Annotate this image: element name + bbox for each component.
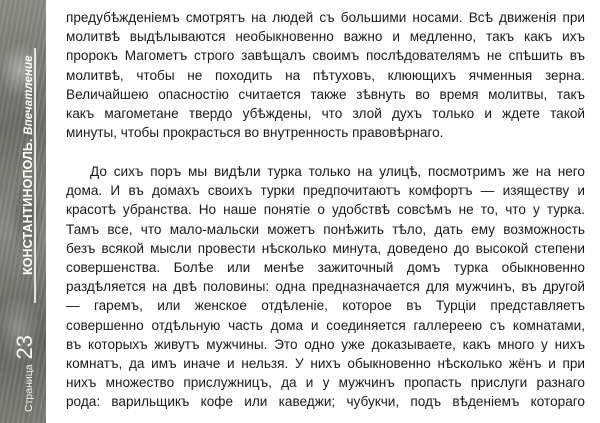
page-number-label bbox=[12, 335, 38, 412]
text-line: дома. И въ домахъ своихъ турки предпочитаютъ комфортъ — изяществу и bbox=[66, 183, 585, 199]
text-line: нихъ множество прислужницъ, да и у мужчинъ пропасть прислуги разнаго bbox=[66, 375, 585, 391]
text-line: минуты, чтобы прокрасться во внутренность правовѣрнаго. bbox=[66, 125, 444, 141]
text-line: въ которыхъ живутъ мужчины. Это одно уже доказываете, какъ много у нихъ bbox=[66, 336, 585, 352]
section-title bbox=[21, 55, 35, 275]
sidebar-decoration bbox=[0, 0, 46, 423]
text-line: молитвѣ, чтобы не походить на пѣтуховъ, клюющихъ ячменныя зерна. bbox=[66, 67, 585, 83]
section-subtitle: Впечатление bbox=[23, 55, 35, 135]
text-line: какъ магометане твердо убѣждены, что злой духъ только и ждете такой bbox=[66, 106, 585, 122]
text-line: — гаремъ, или женское отдѣленіе, которое въ Турціи представляетъ bbox=[66, 298, 585, 314]
section-title-main: КОНСТАНТИНОПОЛЬ. bbox=[21, 134, 35, 275]
text-line: Тамъ все, что мало-мальски можетъ понѣжить тѣло, дать ему возможность bbox=[66, 221, 585, 237]
paragraph-2 bbox=[66, 162, 585, 412]
text-line: совершенно отдѣльную часть дома и соединяется галлереею съ комнатами, bbox=[66, 317, 585, 333]
document-body bbox=[66, 0, 585, 423]
text-line: раздѣляется на двѣ половины: одна предназначается для мужчинъ, въ другой bbox=[66, 279, 585, 295]
text-line: До сихъ поръ мы видѣли турка только на улицѣ, посмотримъ же на него bbox=[90, 164, 585, 179]
paragraph-1 bbox=[66, 8, 585, 142]
text-line: пророкъ Магометъ строго завѣщалъ своимъ послѣдователямъ не спѣшить въ bbox=[66, 48, 585, 64]
text-line: предубѣжденіемъ смотрятъ на людей съ большими носами. Всѣ движенія при bbox=[66, 10, 585, 25]
text-line: молитвѣ выдѣлываются необыкновенно важно и медленно, такъ какъ ихъ bbox=[66, 29, 585, 45]
text-line: Величайшею опасностію считается также зѣвнуть во время молитвы, такъ bbox=[66, 86, 585, 102]
text-line: совершенства. Болѣе или менѣе зажиточный домъ турка обыкновенно bbox=[66, 260, 585, 276]
page-number: 23 bbox=[12, 335, 37, 360]
text-line: рода: варильщикъ кофе или каведжи; чубукчи, подъ вѣденіемъ котораго bbox=[66, 394, 585, 410]
page-word: Страница bbox=[23, 361, 35, 412]
text-line: комнатъ, да имъ иначе и нельзя. У нихъ обыкновенно нѣсколько жёнъ и при bbox=[66, 356, 585, 372]
text-line: безъ всякой мысли провести нѣсколько минута, доведено до высокой степени bbox=[66, 240, 585, 256]
text-line: красотѣ убранства. Но наше понятіе о удобствѣ совсѣмъ не то, что у турка. bbox=[66, 202, 585, 218]
